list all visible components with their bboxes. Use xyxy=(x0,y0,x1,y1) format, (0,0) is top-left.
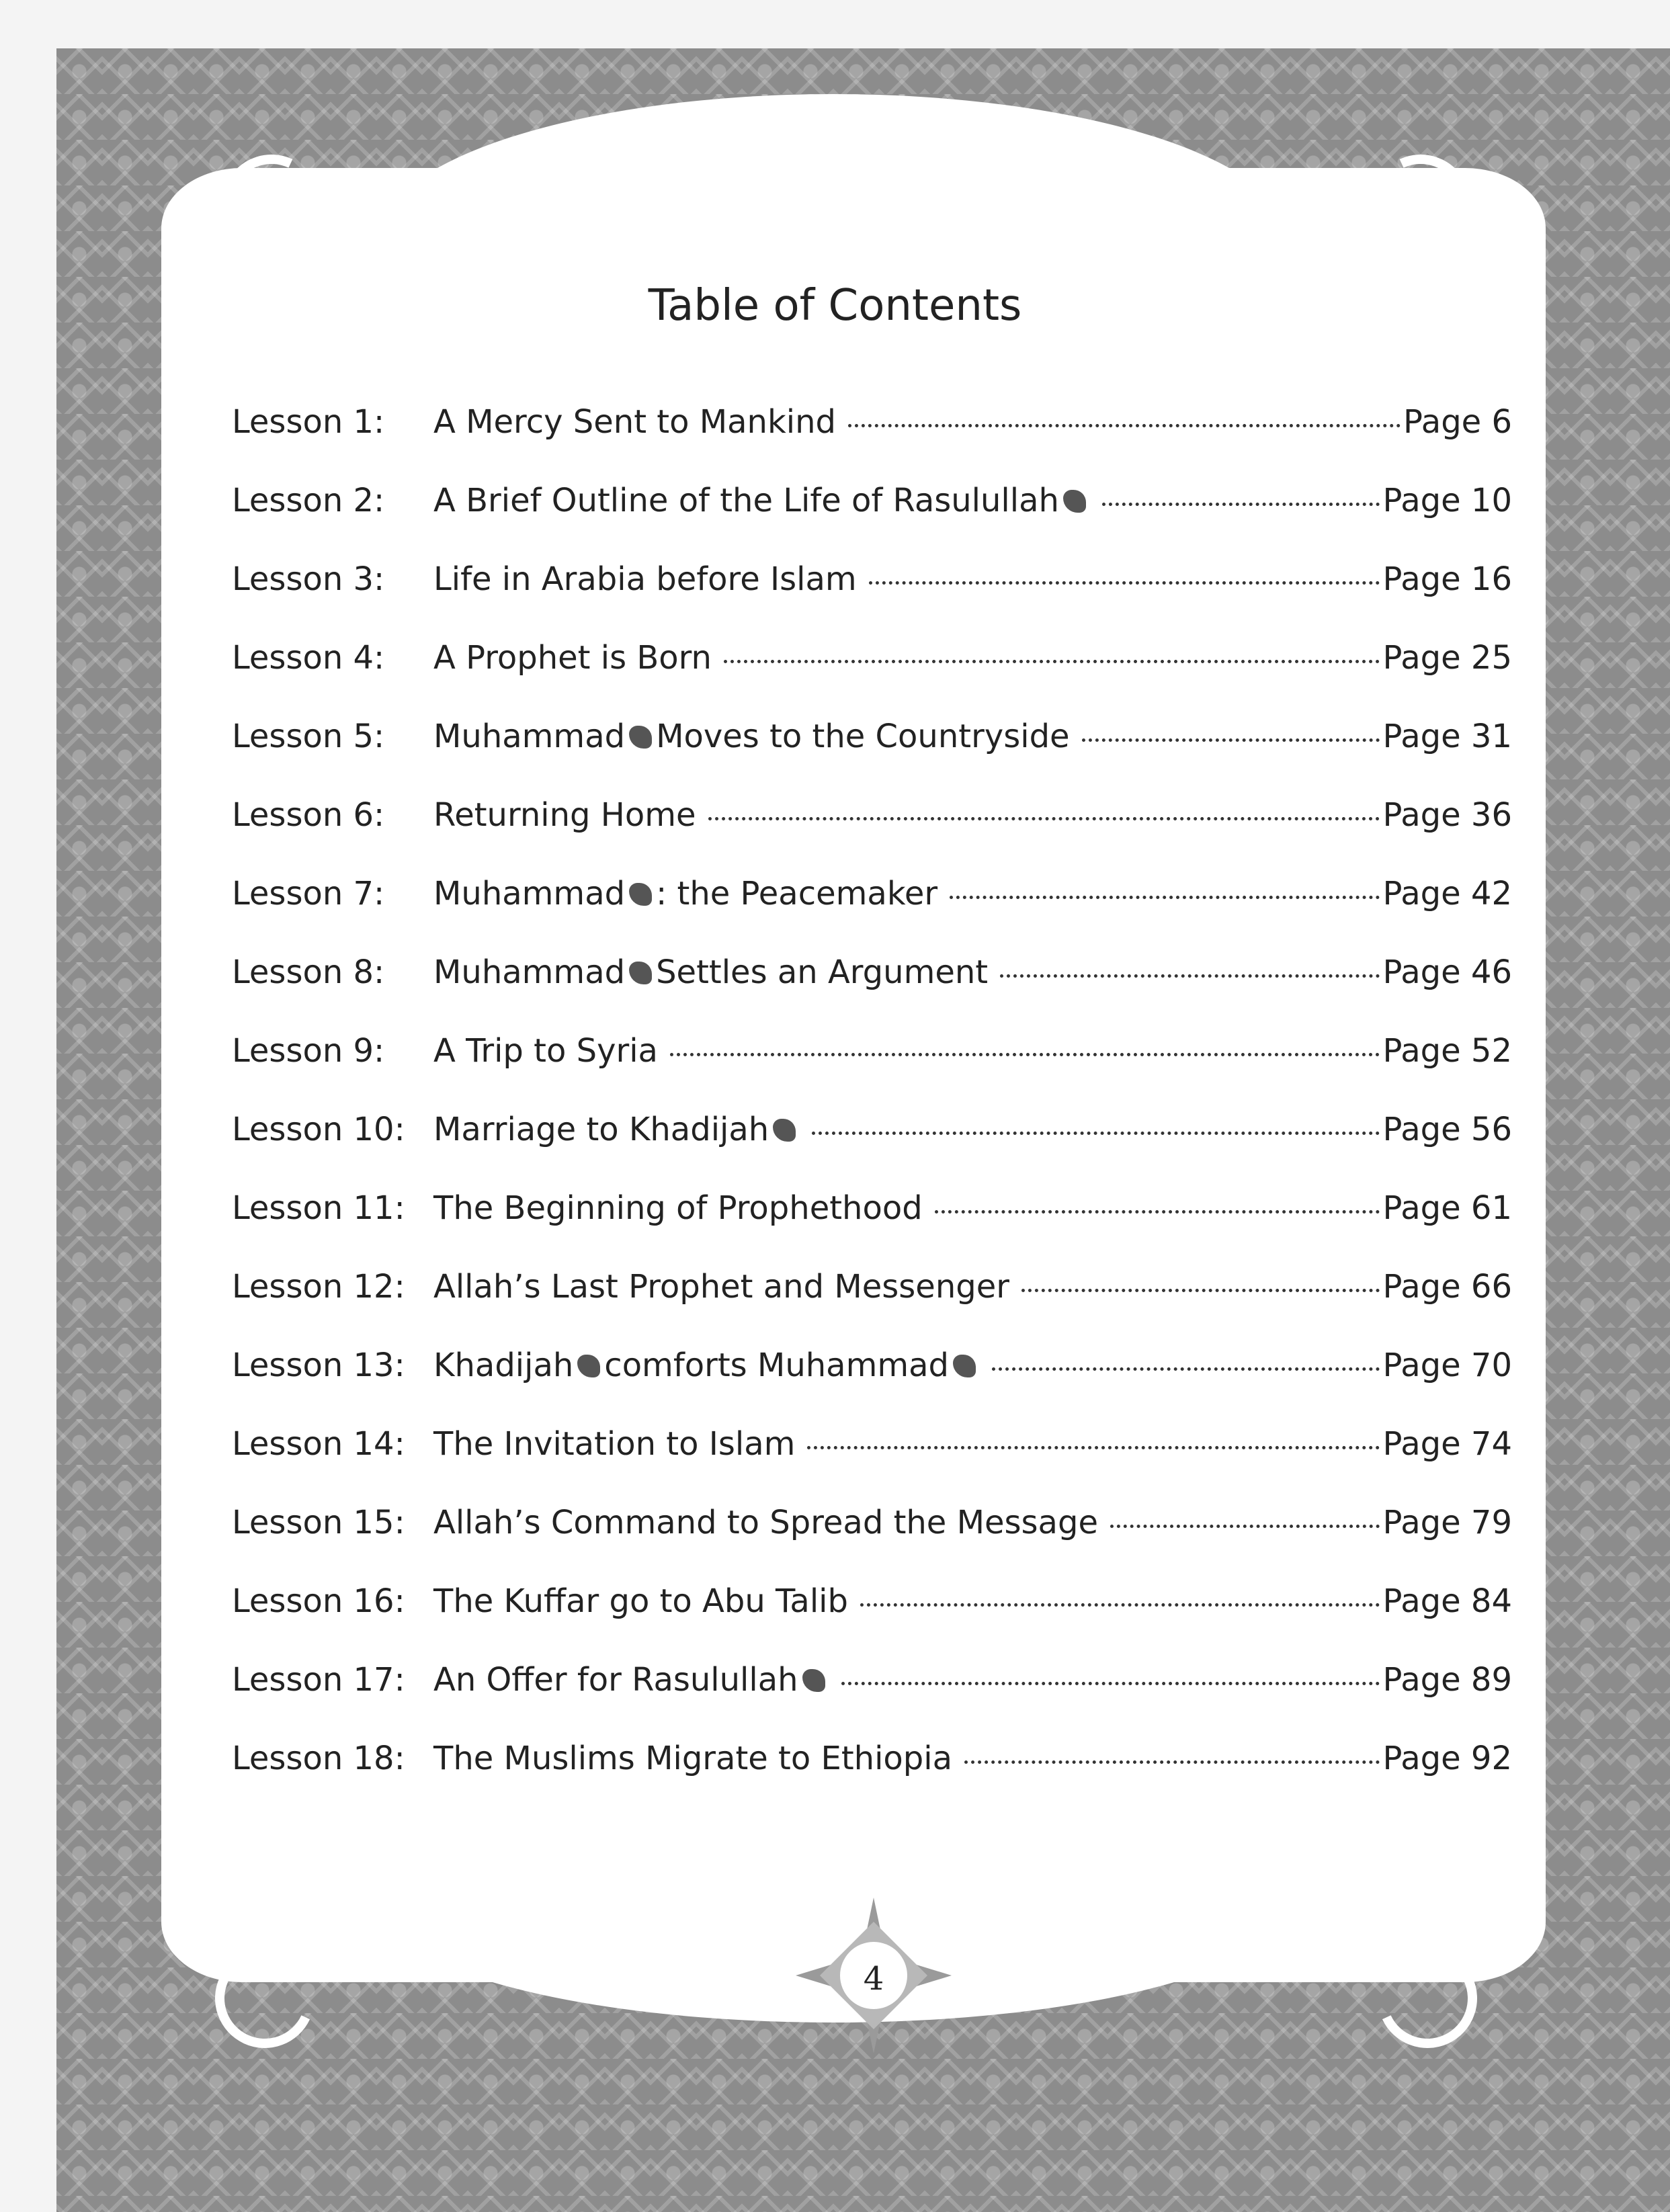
toc-lesson-title-text: The Invitation to Islam xyxy=(433,1425,796,1463)
toc-lesson-number: Lesson 16: xyxy=(232,1582,405,1620)
toc-lesson-title xyxy=(433,1268,1009,1306)
toc-entry xyxy=(232,560,1512,639)
toc-entry xyxy=(232,718,1512,796)
dot-leader xyxy=(1082,738,1380,742)
toc-lesson-title xyxy=(433,403,836,441)
toc-lesson-title xyxy=(433,1582,848,1620)
toc-lesson-title xyxy=(433,1189,923,1227)
toc-page-number: Page 36 xyxy=(1382,796,1512,834)
honorific-glyph-icon xyxy=(773,1119,796,1142)
toc-entry xyxy=(232,1740,1512,1818)
toc-lesson-title-text: Allah’s Last Prophet and Messenger xyxy=(433,1268,1009,1306)
toc-lesson-title-text: Khadijah xyxy=(433,1347,574,1384)
toc-lesson-title xyxy=(433,1032,658,1070)
toc-lesson-title-text: A Mercy Sent to Mankind xyxy=(433,403,836,441)
dot-leader xyxy=(670,1053,1380,1056)
dot-leader xyxy=(807,1446,1380,1449)
toc-lesson-title xyxy=(433,953,988,991)
dot-leader xyxy=(1110,1525,1380,1528)
toc-lesson-title xyxy=(433,796,696,834)
toc-entry xyxy=(232,1111,1512,1189)
toc-lesson-title-continued: Moves to the Countryside xyxy=(656,718,1070,755)
toc-page-number: Page 46 xyxy=(1382,953,1512,991)
toc-lesson-title-text: The Beginning of Prophethood xyxy=(433,1189,923,1227)
toc-page-number: Page 42 xyxy=(1382,875,1512,912)
toc-lesson-title-continued: comforts Muhammad xyxy=(604,1347,949,1384)
toc-lesson-title-text: Muhammad xyxy=(433,953,626,991)
toc-lesson-title-text: Muhammad xyxy=(433,718,626,755)
toc-lesson-title-continued: : the Peacemaker xyxy=(656,875,938,912)
toc-lesson-title-continued: Settles an Argument xyxy=(656,953,989,991)
toc-lesson-title-text: The Kuffar go to Abu Talib xyxy=(433,1582,848,1620)
toc-lesson-title-text: A Brief Outline of the Life of Rasulullah xyxy=(433,482,1059,519)
toc-page-number: Page 61 xyxy=(1382,1189,1512,1227)
toc-page-number: Page 92 xyxy=(1382,1740,1512,1777)
toc-entry xyxy=(232,1189,1512,1268)
toc-list xyxy=(232,403,1512,1818)
dot-leader xyxy=(860,1603,1380,1607)
dot-leader xyxy=(964,1760,1380,1764)
toc-entry xyxy=(232,1425,1512,1504)
toc-lesson-title xyxy=(433,875,937,912)
dot-leader xyxy=(935,1210,1380,1214)
toc-lesson-number: Lesson 5: xyxy=(232,718,385,755)
toc-lesson-number: Lesson 7: xyxy=(232,875,385,912)
toc-lesson-title xyxy=(433,639,712,677)
toc-entry xyxy=(232,482,1512,560)
toc-entry xyxy=(232,875,1512,953)
toc-lesson-number: Lesson 3: xyxy=(232,560,385,598)
toc-lesson-number: Lesson 11: xyxy=(232,1189,405,1227)
page-number: 4 xyxy=(863,1960,884,1998)
honorific-glyph-icon xyxy=(1063,490,1086,513)
toc-lesson-number: Lesson 9: xyxy=(232,1032,385,1070)
toc-lesson-number: Lesson 8: xyxy=(232,953,385,991)
toc-page-number: Page 70 xyxy=(1382,1347,1512,1384)
toc-lesson-number: Lesson 10: xyxy=(232,1111,405,1148)
dot-leader xyxy=(708,817,1380,820)
toc-lesson-title-text: An Offer for Rasulullah xyxy=(433,1661,798,1699)
dot-leader xyxy=(869,581,1380,585)
dot-leader xyxy=(1000,974,1380,978)
toc-page-number: Page 10 xyxy=(1382,482,1512,519)
toc-entry xyxy=(232,403,1512,482)
toc-lesson-title-text: Marriage to Khadijah xyxy=(433,1111,769,1148)
toc-lesson-title-text: Allah’s Command to Spread the Message xyxy=(433,1504,1098,1541)
toc-lesson-number: Lesson 15: xyxy=(232,1504,405,1541)
toc-lesson-title xyxy=(433,1740,952,1777)
dot-leader xyxy=(992,1367,1380,1371)
toc-lesson-title xyxy=(433,1111,800,1148)
toc-lesson-title-text: Returning Home xyxy=(433,796,696,834)
toc-page-number: Page 16 xyxy=(1382,560,1512,598)
dot-leader xyxy=(848,424,1401,427)
toc-page-number: Page 56 xyxy=(1382,1111,1512,1148)
toc-page-number: Page 79 xyxy=(1382,1504,1512,1541)
toc-entry xyxy=(232,1347,1512,1425)
toc-page-number: Page 84 xyxy=(1382,1582,1512,1620)
toc-lesson-title xyxy=(433,482,1090,519)
toc-page-number: Page 52 xyxy=(1382,1032,1512,1070)
honorific-glyph-icon xyxy=(629,962,652,984)
page-title: Table of Contents xyxy=(648,281,1022,331)
toc-entry xyxy=(232,1504,1512,1582)
toc-page-number: Page 6 xyxy=(1403,403,1512,441)
toc-entry xyxy=(232,953,1512,1032)
toc-lesson-number: Lesson 2: xyxy=(232,482,385,519)
honorific-glyph-icon xyxy=(629,883,652,906)
honorific-glyph-icon xyxy=(629,726,652,749)
toc-lesson-title-text: A Trip to Syria xyxy=(433,1032,658,1070)
toc-entry xyxy=(232,1661,1512,1740)
toc-page-number: Page 25 xyxy=(1382,639,1512,677)
toc-page-number: Page 31 xyxy=(1382,718,1512,755)
toc-page-number: Page 89 xyxy=(1382,1661,1512,1699)
toc-lesson-title xyxy=(433,1347,980,1384)
toc-lesson-title xyxy=(433,560,857,598)
dot-leader xyxy=(950,896,1380,899)
toc-lesson-title-text: The Muslims Migrate to Ethiopia xyxy=(433,1740,952,1777)
toc-lesson-number: Lesson 13: xyxy=(232,1347,405,1384)
honorific-glyph-icon xyxy=(577,1355,600,1377)
toc-lesson-number: Lesson 17: xyxy=(232,1661,405,1699)
toc-entry xyxy=(232,639,1512,718)
dot-leader xyxy=(724,660,1380,663)
toc-entry xyxy=(232,1032,1512,1111)
toc-lesson-title xyxy=(433,1661,829,1699)
dot-leader xyxy=(841,1682,1380,1685)
toc-lesson-title xyxy=(433,1425,795,1463)
toc-lesson-number: Lesson 4: xyxy=(232,639,385,677)
toc-lesson-number: Lesson 6: xyxy=(232,796,385,834)
toc-lesson-title xyxy=(433,1504,1098,1541)
honorific-glyph-icon xyxy=(953,1355,976,1377)
dot-leader xyxy=(812,1132,1380,1135)
toc-entry xyxy=(232,1268,1512,1347)
toc-lesson-number: Lesson 1: xyxy=(232,403,385,441)
toc-entry xyxy=(232,796,1512,875)
toc-lesson-number: Lesson 18: xyxy=(232,1740,405,1777)
honorific-glyph-icon xyxy=(802,1669,825,1692)
toc-lesson-number: Lesson 14: xyxy=(232,1425,405,1463)
toc-lesson-title-text: A Prophet is Born xyxy=(433,639,712,677)
toc-page-number: Page 66 xyxy=(1382,1268,1512,1306)
dot-leader xyxy=(1021,1289,1380,1292)
toc-entry xyxy=(232,1582,1512,1661)
toc-lesson-number: Lesson 12: xyxy=(232,1268,405,1306)
toc-page-number: Page 74 xyxy=(1382,1425,1512,1463)
toc-lesson-title xyxy=(433,718,1070,755)
toc-lesson-title-text: Life in Arabia before Islam xyxy=(433,560,857,598)
dot-leader xyxy=(1102,503,1380,506)
toc-lesson-title-text: Muhammad xyxy=(433,875,626,912)
